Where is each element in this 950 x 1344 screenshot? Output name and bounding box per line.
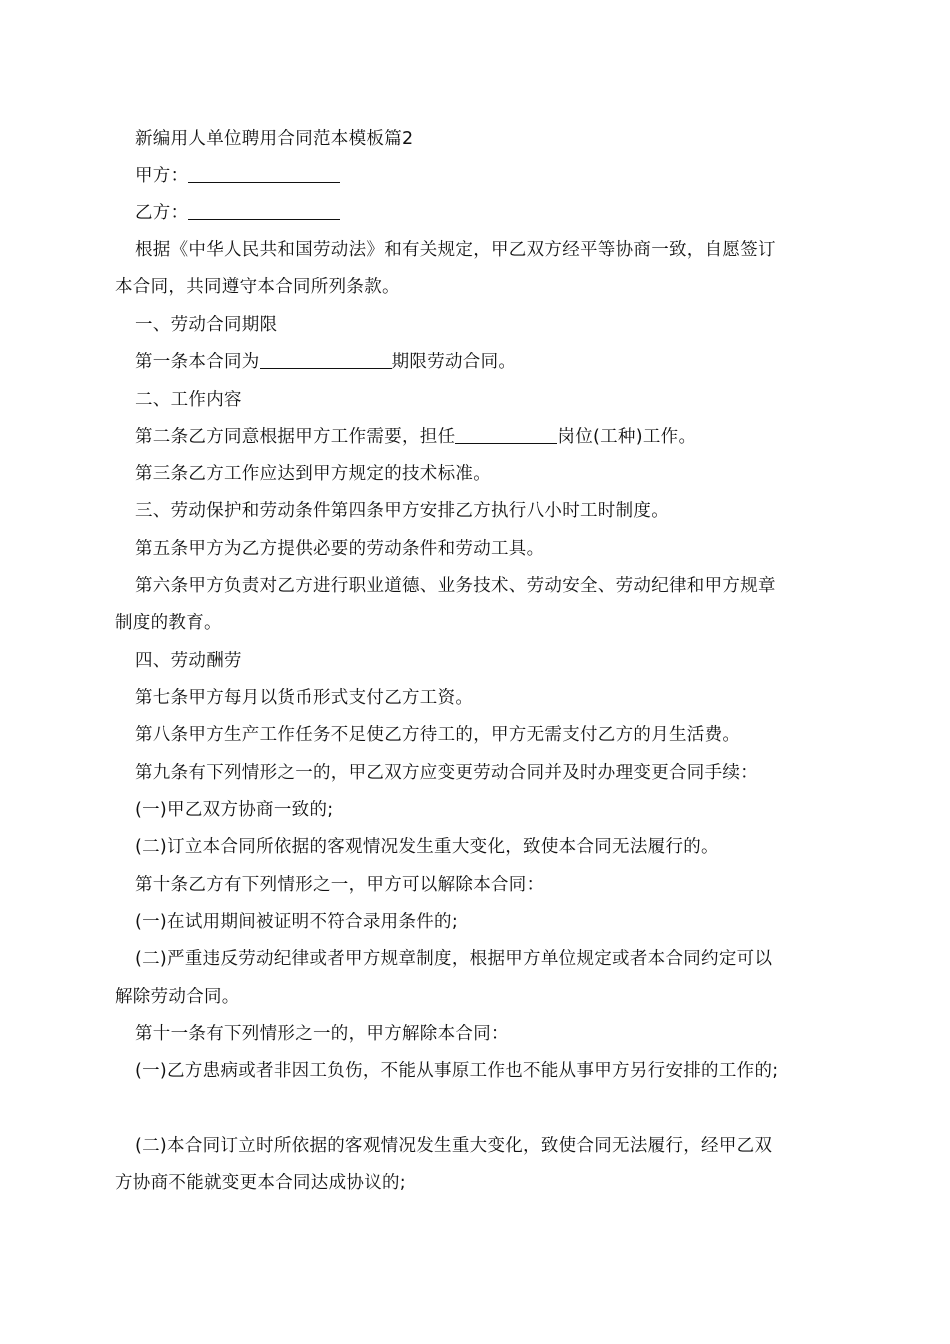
party-b-line — [135, 201, 340, 225]
intro-paragraph-line-2: 本合同，共同遵守本合同所列条款。 — [115, 277, 400, 297]
article-2 — [135, 425, 696, 449]
article-10-item-2-line-2: 解除劳动合同。 — [115, 987, 240, 1007]
section-heading-1: 一、劳动合同期限 — [135, 315, 278, 335]
article-8: 第八条甲方生产工作任务不足使乙方待工的，甲方无需支付乙方的月生活费。 — [135, 725, 741, 745]
party-b-label: 乙方： — [135, 203, 189, 223]
document-title: 新编用人单位聘用合同范本模板篇2 — [135, 129, 414, 149]
article-11: 第十一条有下列情形之一的，甲方解除本合同： — [135, 1024, 509, 1044]
article-9-item-2: (二)订立本合同所依据的客观情况发生重大变化，致使本合同无法履行的。 — [135, 837, 719, 857]
party-a-line — [135, 164, 340, 188]
article-6-line-2: 制度的教育。 — [115, 613, 222, 633]
article-9: 第九条有下列情形之一的，甲乙双方应变更劳动合同并及时办理变更合同手续： — [135, 763, 758, 783]
party-b-blank[interactable] — [188, 201, 340, 220]
article-10-item-2-line-1: (二)严重违反劳动纪律或者甲方规章制度，根据甲方单位规定或者本合同约定可以 — [135, 949, 773, 969]
contract-term-blank[interactable] — [260, 350, 392, 369]
position-blank[interactable] — [455, 425, 557, 444]
section-heading-4: 四、劳动酬劳 — [135, 651, 242, 671]
article-1-suffix: 期限劳动合同。 — [391, 352, 517, 372]
article-10: 第十条乙方有下列情形之一，甲方可以解除本合同： — [135, 875, 545, 895]
article-11-item-2-line-2: 方协商不能就变更本合同达成协议的; — [115, 1173, 406, 1193]
article-2-prefix: 第二条乙方同意根据甲方工作需要，担任 — [135, 427, 456, 447]
article-3: 第三条乙方工作应达到甲方规定的技术标准。 — [135, 464, 491, 484]
section-heading-3-article-4: 三、劳动保护和劳动条件第四条甲方安排乙方执行八小时工时制度。 — [135, 501, 669, 521]
article-1 — [135, 350, 516, 374]
section-heading-2: 二、工作内容 — [135, 390, 242, 410]
article-2-suffix: 岗位(工种)工作。 — [557, 427, 697, 447]
article-9-item-1: (一)甲乙双方协商一致的; — [135, 800, 334, 820]
intro-paragraph-line-1: 根据《中华人民共和国劳动法》和有关规定，甲乙双方经平等协商一致，自愿签订 — [135, 240, 776, 260]
party-a-blank[interactable] — [188, 164, 340, 183]
article-5: 第五条甲方为乙方提供必要的劳动条件和劳动工具。 — [135, 539, 545, 559]
article-7: 第七条甲方每月以货币形式支付乙方工资。 — [135, 688, 474, 708]
article-11-item-1: (一)乙方患病或者非因工负伤，不能从事原工作也不能从事甲方另行安排的工作的; — [135, 1061, 779, 1081]
article-6-line-1: 第六条甲方负责对乙方进行职业道德、业务技术、劳动安全、劳动纪律和甲方规章 — [135, 576, 776, 596]
article-1-prefix: 第一条本合同为 — [135, 352, 260, 372]
article-10-item-1: (一)在试用期间被证明不符合录用条件的; — [135, 912, 459, 932]
article-11-item-2-line-1: (二)本合同订立时所依据的客观情况发生重大变化，致使合同无法履行，经甲乙双 — [135, 1136, 773, 1156]
party-a-label: 甲方： — [135, 166, 189, 186]
